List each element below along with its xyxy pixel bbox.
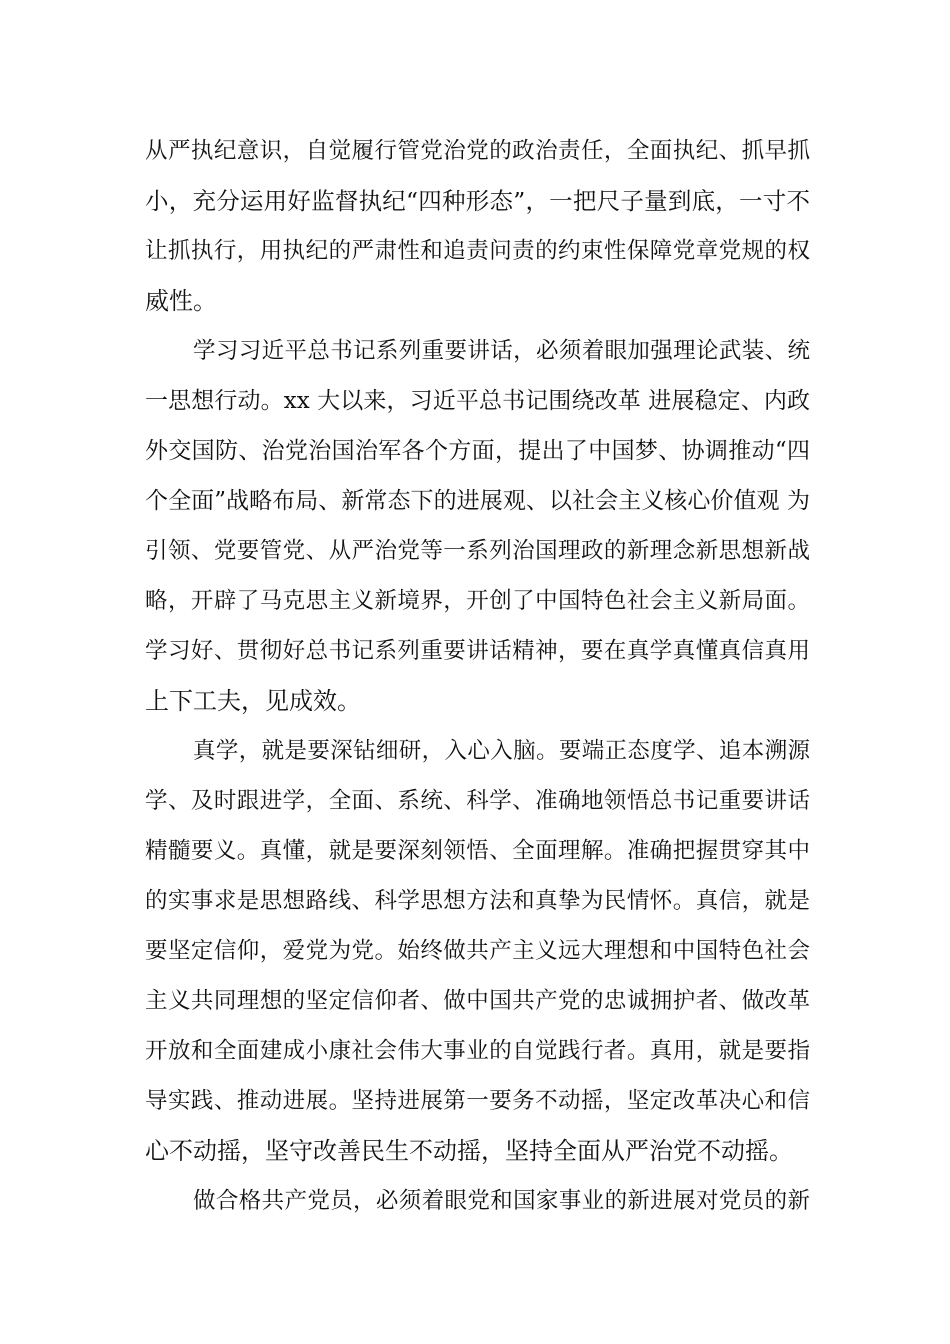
- text-line: 的实事求是思想路线、科学思想方法和真挚为民情怀。真信，就是: [145, 888, 810, 914]
- text-line: 一思想行动。xx 大以来，习近平总书记围绕改革 进展稳定、内政: [145, 388, 810, 414]
- text-line: 外交国防、治党治国治军各个方面，提出了中国梦、协调推动“四: [145, 438, 810, 464]
- text-line: 学、及时跟进学，全面、系统、科学、准确地领悟总书记重要讲话: [145, 788, 810, 814]
- text-line: 让抓执行，用执纪的严肃性和追责问责的约束性保障党章党规的权: [145, 238, 810, 264]
- text-line: 学习好、贯彻好总书记系列重要讲话精神，要在真学真懂真信真用: [145, 638, 810, 664]
- text-line: 个全面”战略布局、新常态下的进展观、以社会主义核心价值观 为: [145, 488, 810, 514]
- text-line: 导实践、推动进展。坚持进展第一要务不动摇，坚定改革决心和信: [145, 1088, 810, 1114]
- paragraph-first-line: 做合格共产党员，必须着眼党和国家事业的新进展对党员的新: [193, 1188, 810, 1214]
- text-line: 精髓要义。真懂，就是要深刻领悟、全面理解。准确把握贯穿其中: [145, 838, 810, 864]
- text-line: 小，充分运用好监督执纪“四种形态”，一把尺子量到底，一寸不: [145, 187, 810, 215]
- text-line: 主义共同理想的坚定信仰者、做中国共产党的忠诚拥护者、做改革: [145, 988, 810, 1014]
- text-line: 从严执纪意识，自觉履行管党治党的政治责任，全面执纪、抓早抓: [145, 138, 810, 164]
- text-line: 要坚定信仰，爱党为党。始终做共产主义远大理想和中国特色社会: [145, 938, 810, 964]
- text-line: 威性。: [145, 287, 217, 315]
- text-line: 上下工夫，见成效。: [145, 687, 361, 715]
- paragraph-first-line: 真学，就是要深钻细研，入心入脑。要端正态度学、追本溯源: [193, 738, 810, 764]
- paragraph-first-line: 学习习近平总书记系列重要讲话，必须着眼加强理论武装、统: [193, 338, 810, 364]
- text-line: 引领、党要管党、从严治党等一系列治国理政的新理念新思想新战: [145, 538, 810, 564]
- text-line: 开放和全面建成小康社会伟大事业的自觉践行者。真用，就是要指: [145, 1038, 810, 1064]
- text-line: 心不动摇，坚守改善民生不动摇，坚持全面从严治党不动摇。: [145, 1137, 793, 1165]
- text-line: 略，开辟了马克思主义新境界，开创了中国特色社会主义新局面。: [145, 588, 810, 614]
